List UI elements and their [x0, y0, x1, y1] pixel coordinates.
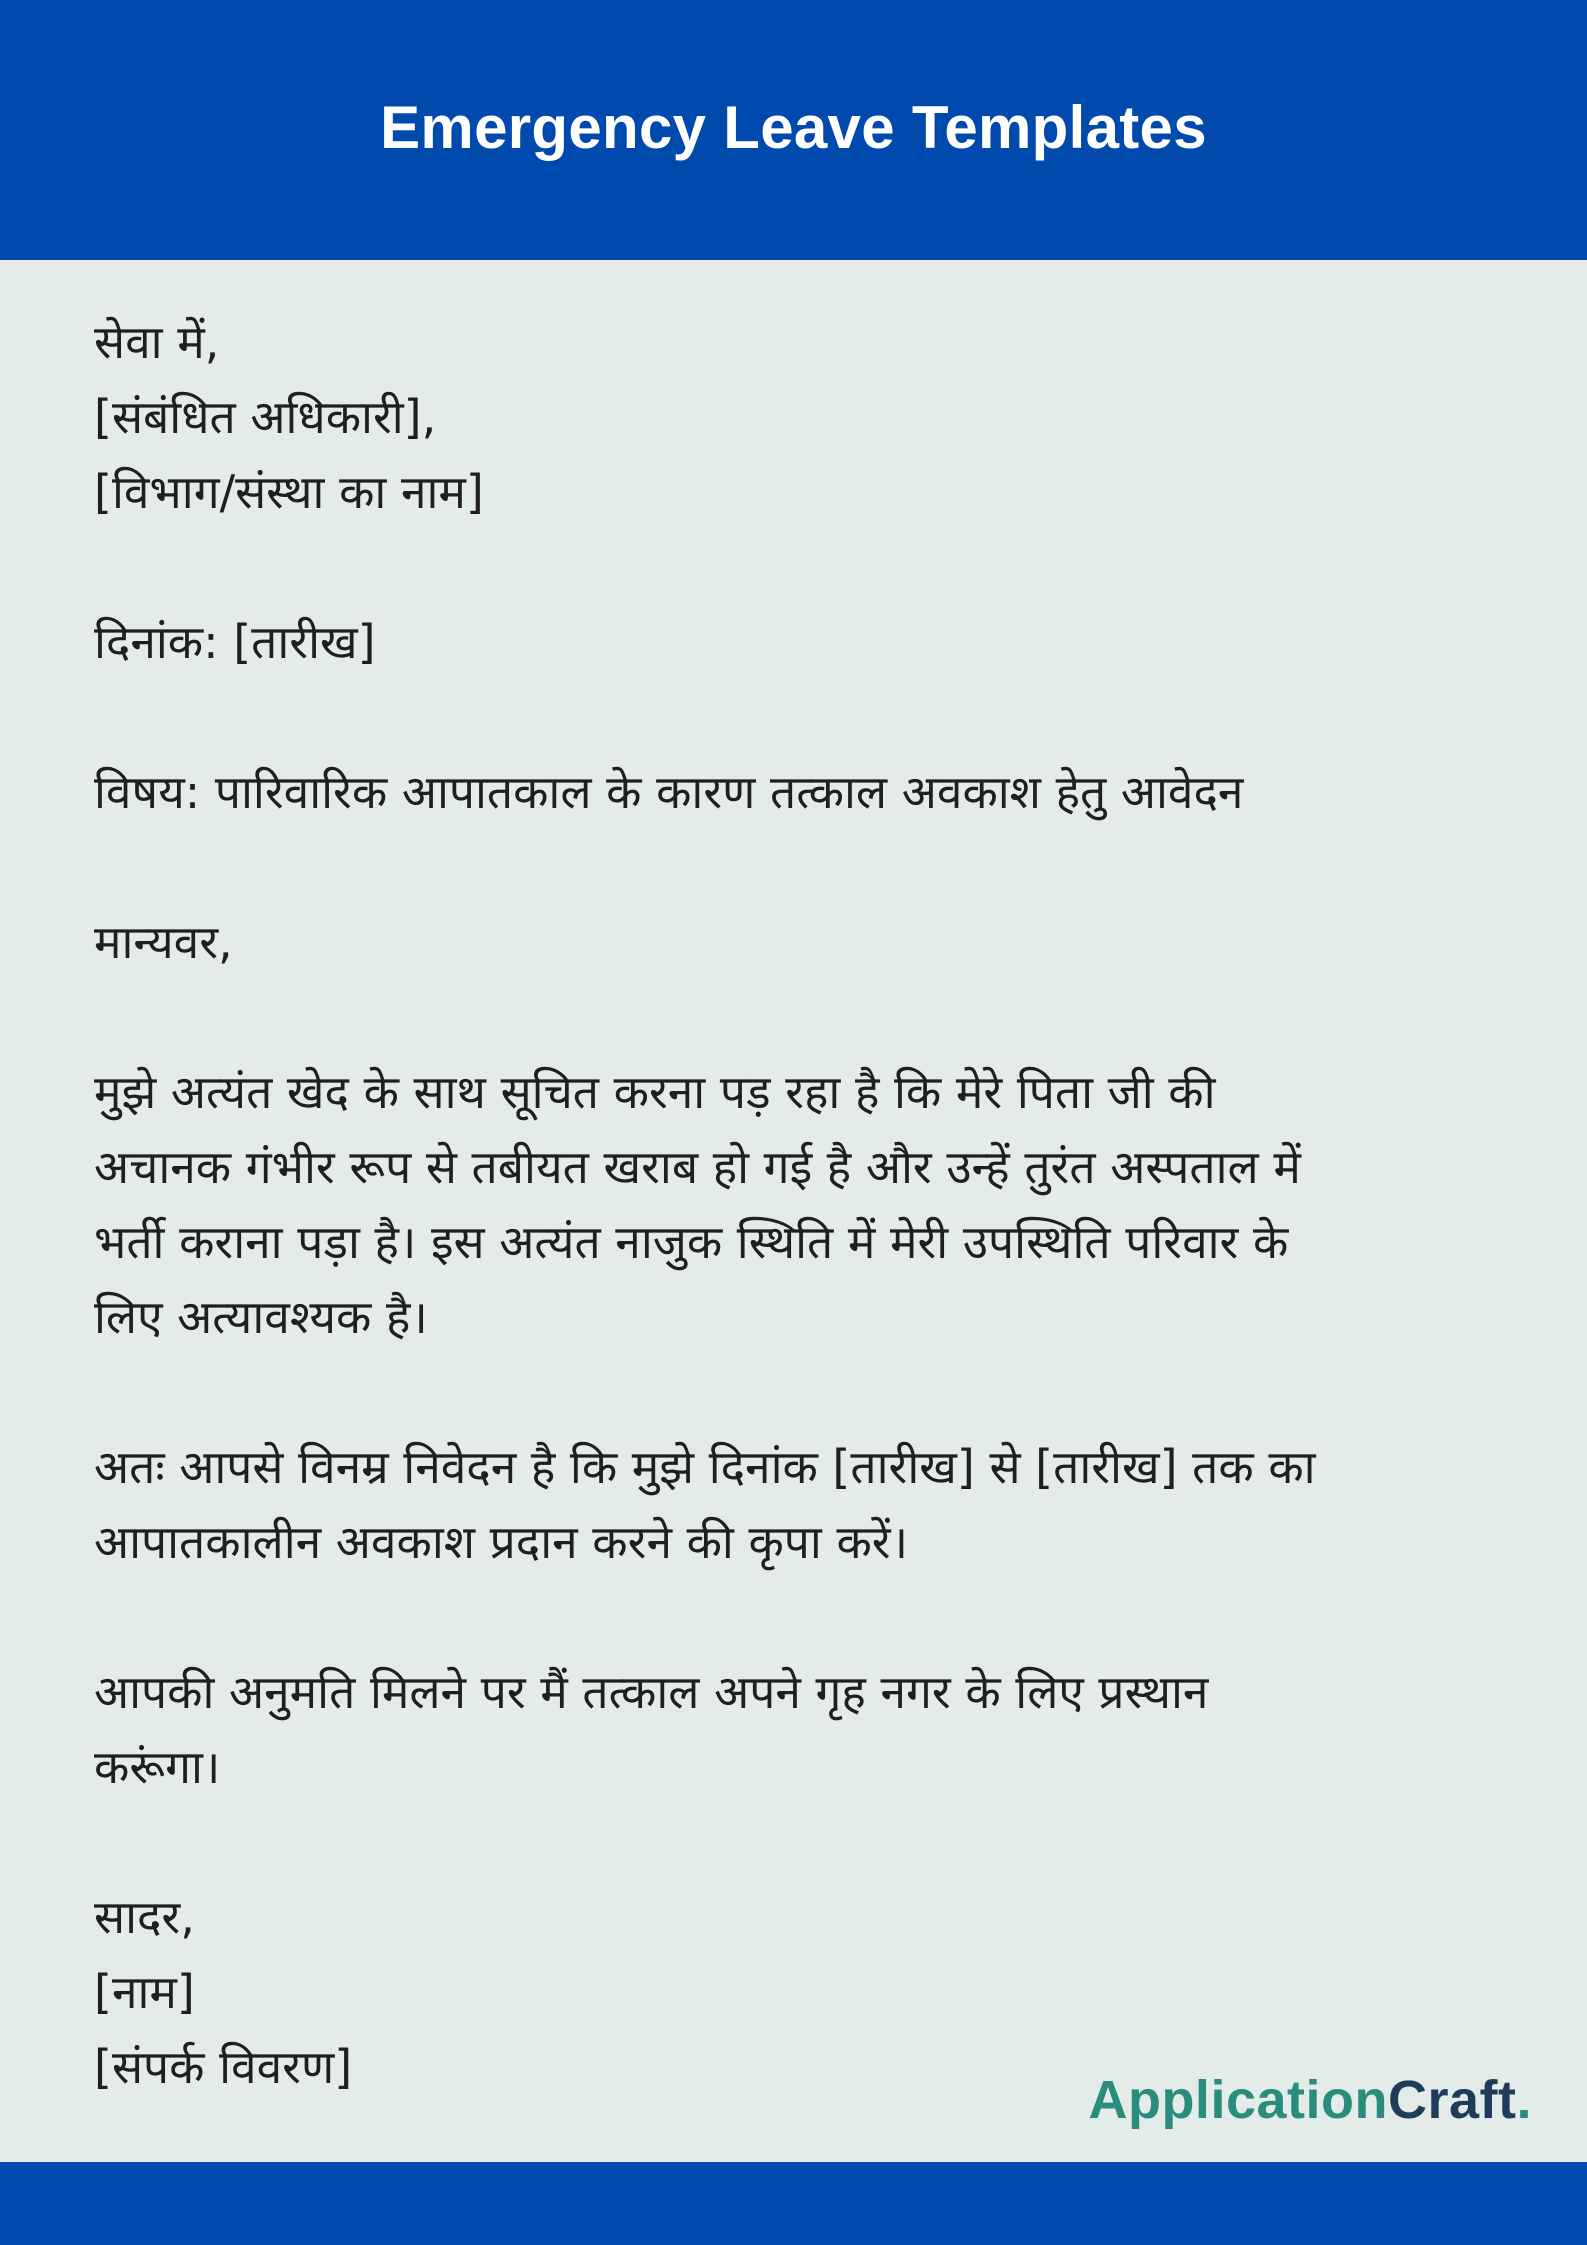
spacer: [94, 1355, 1514, 1430]
address-block: [94, 305, 1514, 530]
address-line: [संबंधित अधिकारी],: [94, 390, 437, 444]
spacer: [94, 830, 1514, 905]
paragraph-line: अतः आपसे विनम्र निवेदन है कि मुझे दिनांक [तारीख] से [तारीख] तक का: [94, 1440, 1316, 1494]
body-paragraph-1: [94, 1055, 1514, 1355]
closing-line: [नाम]: [94, 1965, 195, 2019]
brand-logo-part2: Craft: [1387, 2070, 1517, 2130]
date-line: दिनांक: [तारीख]: [94, 615, 376, 669]
salutation: मान्यवर,: [94, 915, 233, 969]
brand-logo: [1088, 2065, 1532, 2135]
address-line: सेवा में,: [94, 315, 220, 369]
paragraph-line: करूंगा।: [94, 1740, 221, 1794]
spacer: [94, 980, 1514, 1055]
spacer: [94, 530, 1514, 605]
subject-line: विषय: पारिवारिक आपातकाल के कारण तत्काल अवकाश हेतु आवेदन: [94, 765, 1244, 819]
paragraph-line: आपातकालीन अवकाश प्रदान करने की कृपा करें।: [94, 1515, 909, 1569]
closing-line: [संपर्क विवरण]: [94, 2040, 353, 2094]
paragraph-line: अचानक गंभीर रूप से तबीयत खराब हो गई है और उन्हें तुरंत अस्पताल में: [94, 1140, 1301, 1194]
closing-line: सादर,: [94, 1890, 195, 1944]
paragraph-line: मुझे अत्यंत खेद के साथ सूचित करना पड़ रहा है कि मेरे पिता जी की: [94, 1065, 1216, 1119]
page-footer-bar: [0, 2162, 1587, 2245]
brand-logo-part1: Application: [1088, 2070, 1388, 2130]
paragraph-line: भर्ती कराना पड़ा है। इस अत्यंत नाजुक स्थिति में मेरी उपस्थिति परिवार के: [94, 1215, 1289, 1269]
page-title: Emergency Leave Templates: [380, 93, 1207, 161]
spacer: [94, 680, 1514, 755]
body-paragraph-2: [94, 1430, 1514, 1580]
body-paragraph-3: [94, 1655, 1514, 1805]
spacer: [94, 1805, 1514, 1880]
paragraph-line: आपकी अनुमति मिलने पर मैं तत्काल अपने गृह नगर के लिए प्रस्थान: [94, 1665, 1209, 1719]
letter-body: [94, 305, 1514, 2105]
brand-logo-dot: .: [1516, 2070, 1532, 2130]
page-header: [0, 0, 1587, 260]
address-line: [विभाग/संस्था का नाम]: [94, 465, 484, 519]
spacer: [94, 1580, 1514, 1655]
paragraph-line: लिए अत्यावश्यक है।: [94, 1290, 428, 1344]
